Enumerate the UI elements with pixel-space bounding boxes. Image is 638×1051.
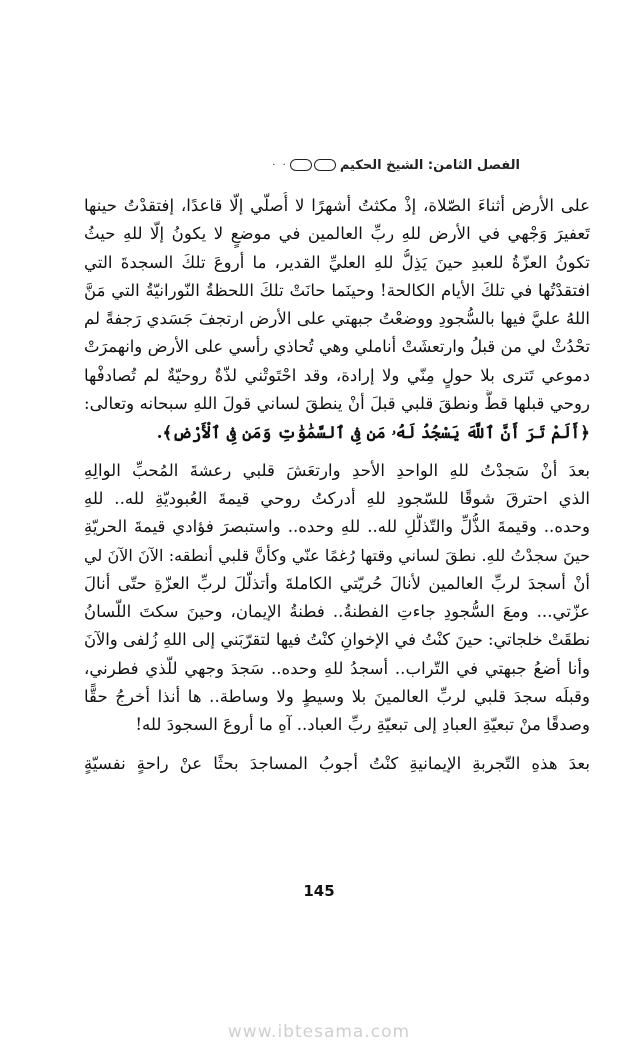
text-line: وحده.. وقيمةَ الذُّلِّ والتّذلُّلِ لله.. للهِ وحده.. واستبصرَ فؤادي قيمةَ الحريّةِ <box>84 517 590 537</box>
watermark: www.ibtesama.com <box>227 1022 411 1042</box>
text-line: دموعي تَترى بلا حولٍ مِنّي ولا إرادة، وقد احْتَوتْني لذّةٌ روحيّةٌ لم تُصادفْها <box>84 365 590 385</box>
text-line: وأنا أضعُ جبهتي في التّراب.. أسجدُ للهِ وحده.. سَجدَ وجهي للّذي فطرني، <box>84 658 590 678</box>
text-line: افتقدْتُها في تلكَ الأيام الكالحة! وحينَما حانَتْ تلكَ اللحظةُ النّورانيّةُ التي مَنَّ <box>84 280 590 300</box>
text-line: الذي احترقَ شوقًا للسّجودِ للهِ أدركتُ روحي قيمةَ العُبوديّةِ لله.. للهِ <box>84 488 590 508</box>
running-header <box>120 152 520 178</box>
text-line: اللهُ عليَّ فيها بالسُّجودِ ووضعْتُ جبهتي على الأرض ارتجفَ جَسَدي رَجفةً لم <box>84 309 590 329</box>
text-line: نطقَتْ خلجاتي: حينَ كنْتُ في الإخوانِ كنْتُ فيها لتقرّبَني إلى اللهِ زُلفى والآنَ <box>84 630 590 650</box>
text-line: وصدقًا منْ تبعيّةِ العبادِ إلى تبعيّةِ ربِّ العباد.. آهِ ما أروعَ السجودَ لله! <box>135 715 590 735</box>
text-line: تكونُ العزّةُ للعبدِ حينَ يَذِلُّ للهِ العليِّ القدير، ما أروعَ تلكَ السجدةَ التي <box>84 252 590 272</box>
text-line: على الأرض أثناءَ الصّلاة، إذْ مكثتُ أشهرًا لا أُصلّي إلّا قاعدًا، إفتقدْتُ حينها <box>84 196 590 215</box>
text-line: روحي قبلها قطُّ ونطقَ قلبي قبلَ أنْ ينطقَ لساني قولَ اللهِ سبحانه وتعالى: <box>84 394 590 414</box>
page-number: 145 <box>303 882 335 900</box>
body-text <box>84 192 590 778</box>
text-line: تَعفيرَ وَجْهي في الأرض للهِ ربِّ العالمين في موضعٍ لا يكونُ إلّا للهِ حيثُ <box>84 224 590 244</box>
header-ornament-icon: · · <box>272 159 336 171</box>
quran-verse: ﴿أَلَمْ تَرَ أَنَّ ٱللَّهَ يَسْجُدُ لَهُۥ مَن فِى ٱلسَّمَٰوَٰتِ وَمَن فِى ٱلْأَرْضِ﴾. <box>156 422 590 443</box>
text-line: بعدَ هذهِ التّجربةِ الإيمانيةِ كنْتُ أجوبُ المساجدَ بحثًا عنْ راحةٍ نفسيّةٍ <box>84 753 590 773</box>
text-line: أنْ أسجدَ لربِّ العالمين لأنالَ حُريّتي الكاملةَ وأتذلّلَ لربِّ العزّةِ حتّى أنالَ <box>84 573 590 593</box>
text-line: وقبلَه سجدَ قلبي لربِّ العالمينَ بلا وسيطٍ ولا وساطة.. ها أنذا أخرجُ حقًّا <box>84 687 590 707</box>
text-line: تحْدُثْ لي من قبلُ وارتعشَتْ أناملي وهي تُحاذي رأسي على الأرض وانهمرَتْ <box>84 337 590 357</box>
text-line: عزّتي... ومعَ السُّجودِ جاءتِ الفطنةُ.. فطنةُ الإيمان، وحينَ سكتَ اللّسانُ <box>84 602 590 622</box>
text-line: بعدَ أنْ سَجدْتُ للهِ الواحدِ الأحدِ وارتعَشَ قلبي رعشةَ المُحبِّ الوالِهِ <box>84 460 590 480</box>
text-line: حينَ سجدْتُ للهِ. نطقَ لساني وقتها رُغمًا عنّي وكأنَّ قلبي أنطقه: الآنَ الآنَ لي <box>84 545 590 565</box>
chapter-title: الفصل الثامن: الشيخ الحكيم <box>339 157 520 173</box>
